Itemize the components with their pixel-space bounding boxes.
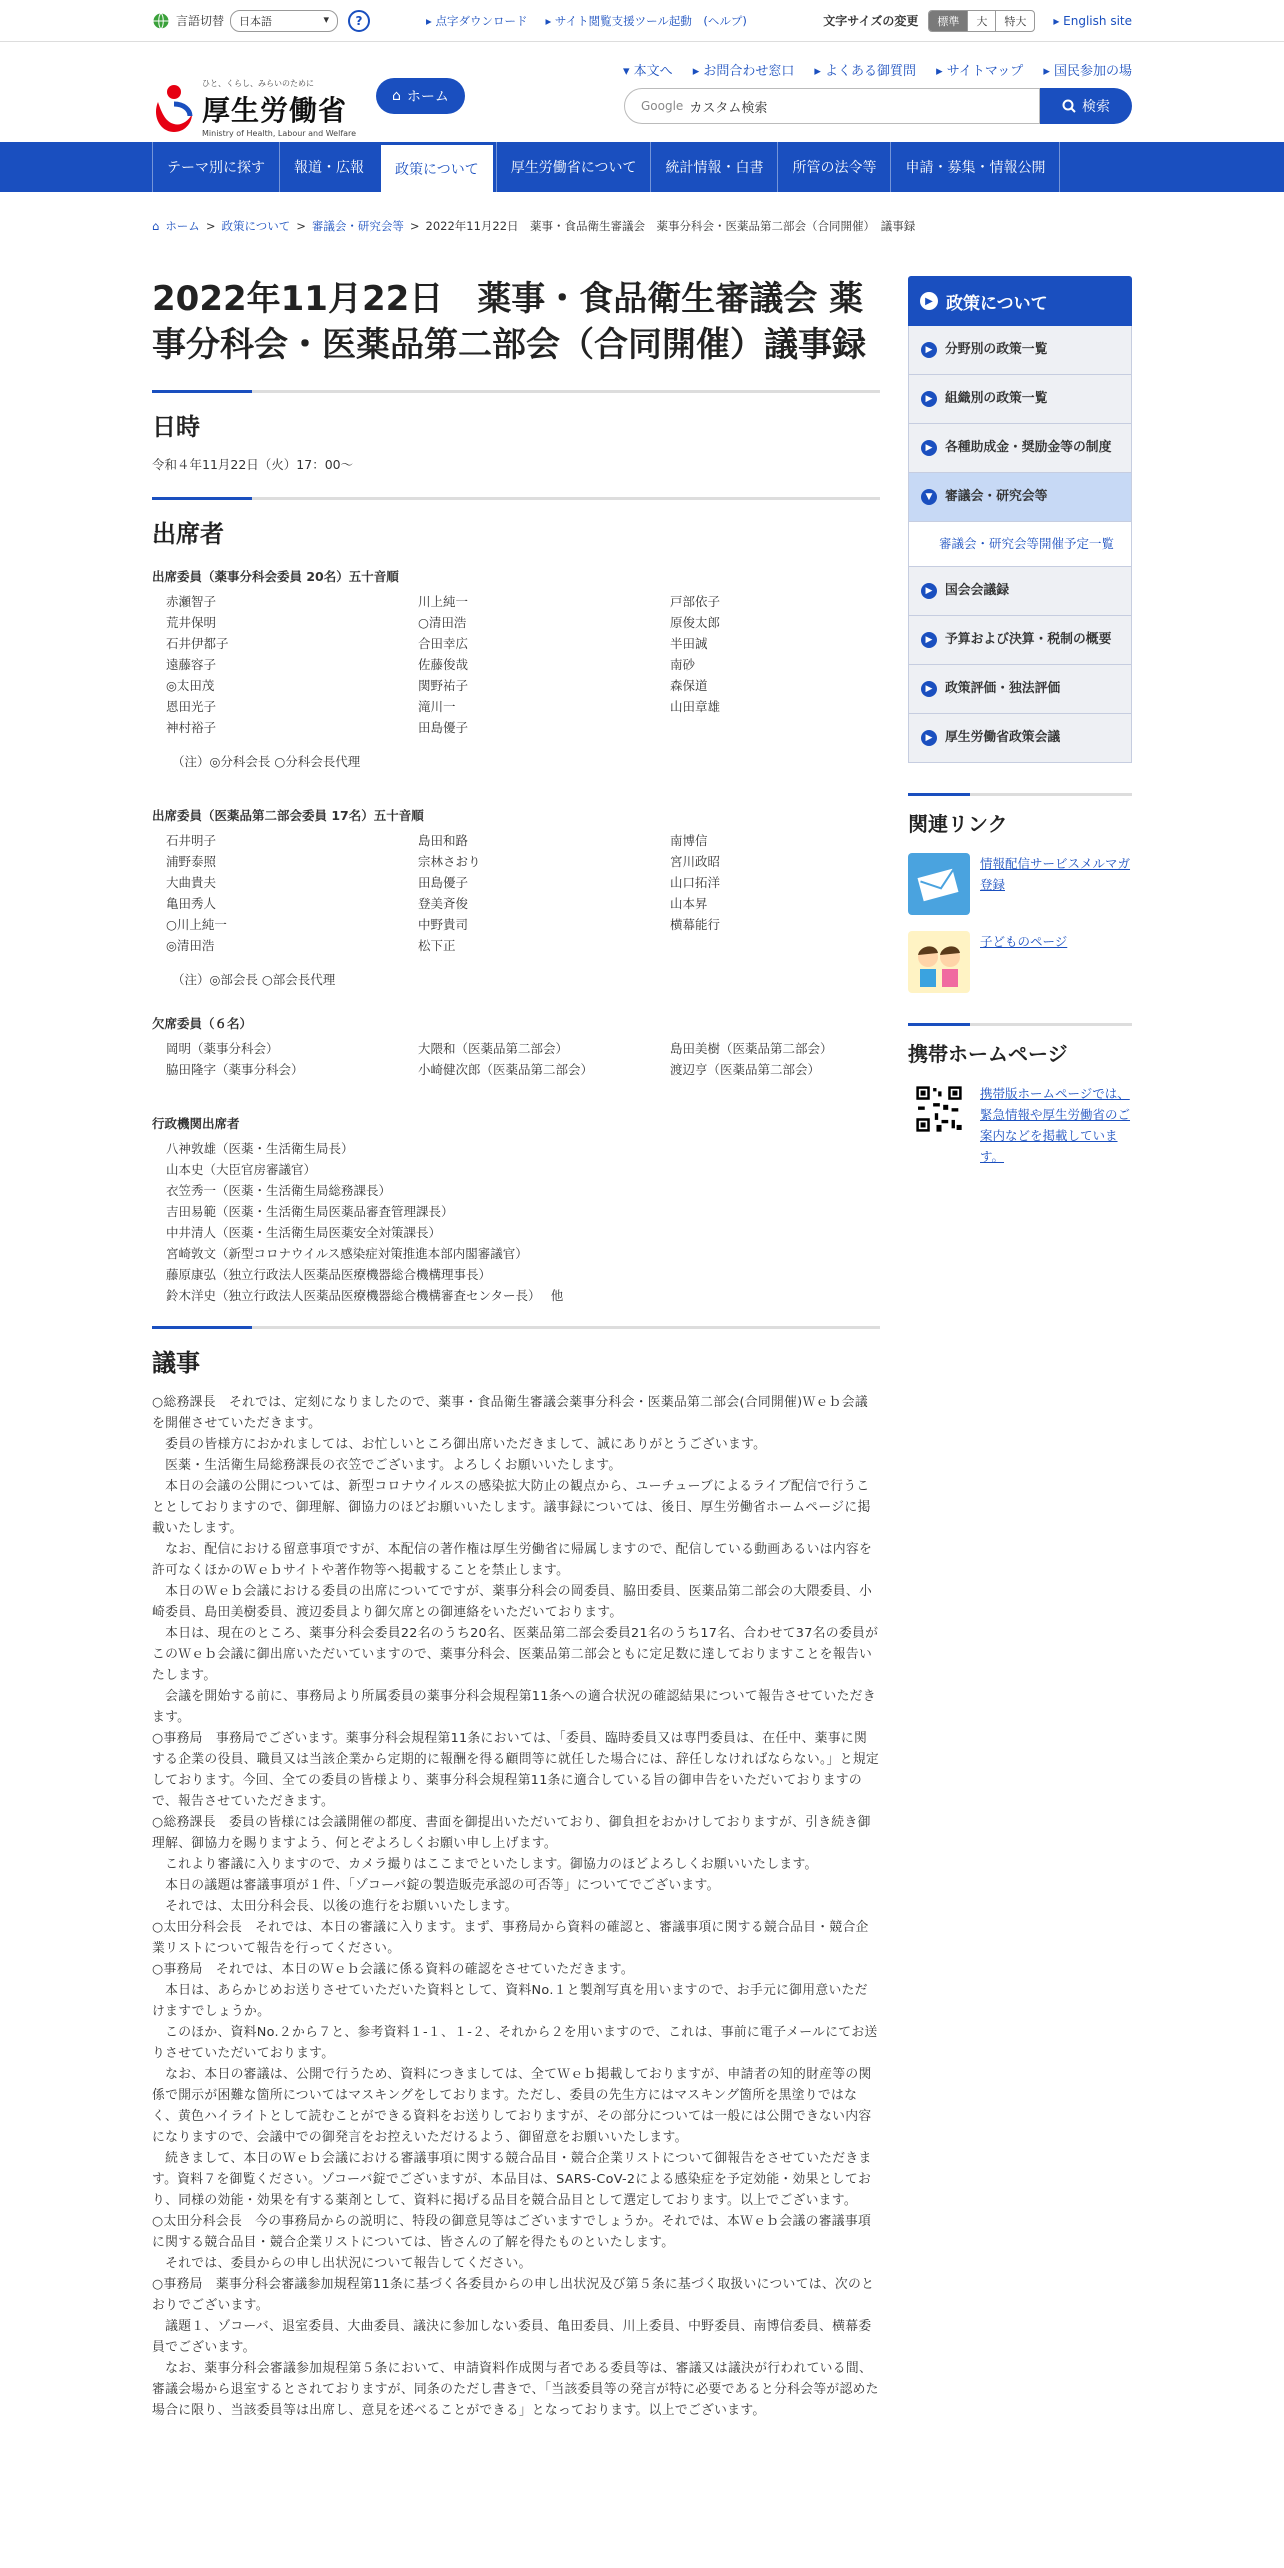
mhlw-logo-icon [152, 82, 196, 134]
attendee-name: 神村裕子 [166, 720, 217, 735]
attendee-name: 関野祐子 [418, 678, 469, 693]
attendee-name: ○川上純一 [166, 917, 227, 932]
minutes-paragraph: 本日の議題は審議事項が１件、「ゾコーバ錠の製造販売承認の可否等」についてでございます。 [152, 1878, 720, 1893]
search-input[interactable] [624, 88, 1040, 124]
attendee-name: 荒井保明 [166, 615, 217, 630]
utility-bar [0, 0, 1284, 42]
attendee-name: 原俊太郎 [670, 615, 721, 630]
sidebar-subitem-schedule[interactable] [908, 522, 1132, 567]
attendee-name: 佐藤俊哉 [418, 657, 469, 672]
font-size-xlarge-button[interactable]: 特大 [1004, 14, 1027, 28]
attendee-name: 山口拓洋 [670, 875, 721, 890]
attendee-name: 宗林さおり [418, 854, 481, 869]
home-icon: ⌂ [152, 219, 160, 233]
minutes-paragraph: ○太田分科会長 それでは、本日の審議に入ります。まず、事務局から資料の確認と、審議事項に関する競合品目・競合企業リストについて報告を行ってください。 [152, 1920, 869, 1956]
attendees-pharma-title: 出席委員（薬事分科会委員 20名）五十音順 [152, 569, 399, 584]
chevron-right-icon: ▶ [920, 292, 938, 310]
global-nav [0, 142, 1284, 192]
attendee-name: ◎清田浩 [166, 938, 215, 953]
minutes-paragraph: 続きまして、本日のＷｅｂ会議における審議事項に関する競合品目・競合企業リストについて御報告をさせていただきます。資料７を御覧ください。ゾコーバ錠でございますが、本品目は、SARS-CoV-2による感染症を予定効能・効果としており、同様の効能・効果を有する薬剤として、資料に掲げる品目を競合品目として選定しております。以上でございます。 [152, 2151, 872, 2208]
logo-english: Ministry of Health, Labour and Welfare [202, 129, 357, 138]
attendees-drug2-note: （注）◎部会長 ○部会長代理 [172, 972, 336, 987]
site-header [0, 42, 1284, 142]
mailmag-link[interactable]: 情報配信サービスメルマガ登録 [980, 856, 1131, 892]
attendee-name: 恩田光子 [166, 699, 217, 714]
attendee-name: 遠藤容子 [166, 657, 217, 672]
attendees-section [152, 497, 880, 1306]
attendee-name: ◎太田茂 [166, 678, 215, 693]
absent-member: 岡明（薬事分科会） [166, 1041, 279, 1056]
related-item-kids [908, 931, 1132, 993]
braille-download-link[interactable]: ▸ 点字ダウンロード [426, 13, 528, 28]
attendees-heading: 出席者 [152, 520, 224, 548]
absent-member: 小崎健次郎（医薬品第二部会） [418, 1062, 594, 1077]
mail-icon [908, 853, 970, 915]
search-button[interactable] [1040, 88, 1132, 124]
minutes-paragraph: なお、本日の審議は、公開で行うため、資料につきましては、全てＷｅｂ掲載しておりますが、申請者の知的財産等の関係で開示が困難な箇所についてはマスキングをしております。ただし、委員の先生方にはマスキング箇所を黒塗りではなく、黄色ハイライトとして読むことができる資料をお送りしておりますが、その部分については一般には公開できない内容になりますので、会議中での御発言をお控えいただけるよう、御留意をお願いいたします。 [152, 2067, 872, 2145]
font-size-large-button[interactable]: 大 [968, 11, 996, 31]
chevron-down-icon: ▼ [921, 489, 937, 505]
minutes-paragraph: ○総務課長 委員の皆様には会議開催の都度、書面を御提出いただいており、御負担をおかけしておりますが、引き続き御理解、御協力を賜りますよう、何とぞよろしくお願い申し上げます。 [152, 1815, 871, 1851]
admin-attendee: 八神敦雄（医薬・生活衛生局長） [166, 1141, 354, 1156]
mobile-item [908, 1083, 1132, 1167]
datetime-section [152, 390, 880, 475]
attendee-name [670, 717, 894, 738]
admin-attendee: 藤原康弘（独立行政法人医薬品医療機器総合機構理事長） [166, 1267, 492, 1282]
nav-theme[interactable]: テーマ別に探す [152, 142, 279, 192]
attendee-name: 田島優子 [418, 875, 469, 890]
google-label: Google [641, 99, 684, 113]
help-icon[interactable]: ? [348, 10, 370, 32]
admin-list [152, 1138, 880, 1306]
nav-policy[interactable]: 政策について [378, 142, 496, 192]
minutes-paragraph: 議題１、ゾコーバ、退室委員、大曲委員、議決に参加しない委員、亀田委員、川上委員、中野委員、南博信委員、横幕委員でございます。 [152, 2319, 872, 2355]
related-links [908, 793, 1132, 993]
attendees-pharma-note: （注）◎分科会長 ○分科会長代理 [172, 754, 361, 769]
home-button[interactable] [376, 78, 465, 114]
language-value: 日本語 [239, 14, 273, 28]
header-links [623, 60, 1132, 79]
minutes-paragraph: 医薬・生活衛生局総務課長の衣笠でございます。よろしくお願いいたします。 [152, 1458, 622, 1473]
qr-code-icon [913, 1083, 965, 1135]
kids-page-link[interactable]: 子どものページ [980, 934, 1068, 949]
chevron-right-icon: ▶ [921, 391, 937, 407]
absent-title: 欠席委員（６名） [152, 1016, 253, 1031]
breadcrumb: ⌂ ホーム > 政策について > 審議会・研究会等 > 2022年11月22日 薬事・食品衛生審議会 薬事分科会・医薬品第二部会（合同開催） 議事録 [152, 219, 916, 233]
minutes-heading: 議事 [152, 1349, 200, 1377]
font-size-label: 文字サイズの変更 [823, 14, 919, 28]
chevron-right-icon: ▶ [921, 681, 937, 697]
minutes-paragraph: 本日は、あらかじめお送りさせていただいた資料として、資料No.１と製剤写真を用いますので、お手元に御用意いただけますでしょうか。 [152, 1983, 868, 2019]
english-site-link[interactable]: ▸ English site [1053, 13, 1132, 28]
attendees-drug2-list [152, 830, 880, 956]
minutes-paragraph: ○事務局 それでは、本日のＷｅｂ会議に係る資料の確認をさせていただきます。 [152, 1962, 634, 1977]
kids-icon [908, 931, 970, 993]
admin-title: 行政機関出席者 [152, 1116, 240, 1131]
minutes-paragraph: ○総務課長 それでは、定刻になりましたので、薬事・食品衛生審議会薬事分科会・医薬品第二部会(合同開催)Ｗｅｂ会議を開催させていただきます。 [152, 1395, 868, 1431]
page-title: 2022年11月22日 薬事・食品衛生審議会 薬事分科会・医薬品第二部会（合同開催）議事録 [152, 279, 866, 365]
absent-list [152, 1038, 880, 1080]
minutes-paragraph: ○太田分科会長 今の事務局からの説明に、特段の御意見等はございますでしょうか。それでは、本Ｗｅｂ会議の審議事項に関する競合品目・競合企業リストについては、皆さんの了解を得たものといたします。 [152, 2214, 872, 2250]
language-switch [152, 10, 338, 32]
attendee-name: 戸部依子 [670, 594, 721, 609]
globe-icon [152, 12, 170, 30]
breadcrumb-home[interactable]: ホーム [165, 219, 200, 233]
sidebar-item-evaluation[interactable]: ▶ 政策評価・独法評価 [908, 665, 1132, 714]
minutes-paragraph: ○事務局 薬事分科会審議参加規程第11条に基づく各委員からの申し出状況及び第５条に基づく取扱いについては、次のとおりでございます。 [152, 2277, 875, 2313]
font-size-control [823, 10, 1132, 32]
related-item-mailmag [908, 853, 1132, 915]
admin-attendee: 山本史（大臣官房審議官） [166, 1162, 317, 1177]
attendee-name: 山田章雄 [670, 699, 721, 714]
accessibility-tool-link[interactable]: ▸ サイト閲覧支援ツール起動 (ヘルプ) [545, 13, 747, 28]
mobile-link[interactable]: 携帯版ホームページでは、緊急情報や厚生労働省のご案内などを掲載しています。 [980, 1086, 1131, 1164]
related-links-heading: 関連リンク [908, 812, 1008, 836]
attendee-name: 山本昇 [670, 896, 708, 911]
absent-member: 大隈和（医薬品第二部会） [418, 1041, 569, 1056]
chevron-right-icon: ▶ [921, 632, 937, 648]
minutes-paragraph: ○事務局 事務局でございます。薬事分科会規程第11条においては、「委員、臨時委員又は専門委員は、在任中、薬事に関する企業の役員、職員又は当該企業から定期的に報酬を得る顧問等に就任した場合には、辞任しなければならない。」と規定しております。今回、全ての委員の皆様より、薬事分科会規程第11条に適合している旨の御申告をいただいておりますので、報告させていただきます。 [152, 1731, 880, 1809]
skip-to-content-link[interactable]: ▾ 本文へ [623, 64, 673, 79]
minutes-paragraph: 本日の会議の公開については、新型コロナウイルスの感染拡大防止の観点から、ユーチューブによるライブ配信で行うこととしておりますので、御理解、御協力のほどお願いいたします。議事録については、後日、厚生労働省ホームページに掲載いたします。 [152, 1479, 871, 1536]
attendee-name: 亀田秀人 [166, 896, 217, 911]
nav-press[interactable]: 報道・広報 [279, 142, 378, 192]
admin-attendee: 宮崎敦文（新型コロナウイルス感染症対策推進本部内閣審議官） [166, 1246, 528, 1261]
attendee-name: 半田誠 [670, 636, 708, 651]
home-icon: ⌂ [392, 88, 401, 104]
participation-link[interactable]: ▸ 国民参加の場 [1043, 64, 1132, 79]
mobile-section [908, 1023, 1132, 1167]
attendee-name: 横幕能行 [670, 917, 721, 932]
language-label: 言語切替 [176, 14, 225, 28]
sidebar [908, 276, 1132, 1167]
search-placeholder: カスタム検索 [689, 100, 768, 116]
datetime-value: 令和４年11月22日（火）17：00～ [152, 457, 354, 472]
breadcrumb-councils[interactable]: 審議会・研究会等 [311, 219, 404, 233]
breadcrumb-current: 2022年11月22日 薬事・食品衛生審議会 薬事分科会・医薬品第二部会（合同開催） 議事録 [425, 219, 916, 233]
minutes-paragraph: それでは、委員からの申し出状況について報告してください。 [152, 2256, 532, 2271]
faq-link[interactable]: ▸ よくある御質問 [814, 64, 917, 79]
site-logo[interactable] [152, 78, 356, 138]
minutes-paragraph: それでは、太田分科会長、以後の進行をお願いいたします。 [152, 1899, 518, 1914]
chevron-right-icon: ▶ [921, 440, 937, 456]
nav-applications[interactable]: 申請・募集・情報公開 [890, 142, 1060, 192]
sidebar-subitem-link[interactable]: 審議会・研究会等開催予定一覧 [939, 536, 1115, 551]
mobile-heading: 携帯ホームページ [908, 1042, 1068, 1066]
minutes-paragraph: 本日のＷｅｂ会議における委員の出席についてですが、薬事分科会の岡委員、脇田委員、医薬品第二部会の大隈委員、小崎委員、島田美樹委員、渡辺委員より御欠席との御連絡をいただいております。 [152, 1584, 873, 1620]
search-icon [1062, 99, 1076, 113]
admin-attendee: 中井清人（医薬・生活衛生局医薬安全対策課長） [166, 1225, 442, 1240]
font-size-standard-button[interactable]: 標準 [929, 11, 968, 31]
sidebar-header[interactable] [908, 276, 1132, 326]
attendee-name: 合田幸広 [418, 636, 469, 651]
attendee-name: 登美斉俊 [418, 896, 469, 911]
attendee-name [670, 935, 894, 956]
contact-link[interactable]: ▸ お問合わせ窓口 [692, 64, 795, 79]
nav-laws[interactable]: 所管の法令等 [777, 142, 890, 192]
minutes-section [152, 1326, 880, 2421]
attendee-name: 川上純一 [418, 594, 469, 609]
breadcrumb-policy[interactable]: 政策について [221, 219, 291, 233]
attendee-name: 南砂 [670, 657, 696, 672]
minutes-paragraph: 委員の皆様方におかれましては、お忙しいところ御出席いただきまして、誠にありがとうございます。 [152, 1437, 767, 1452]
absent-member: 渡辺亨（医薬品第二部会） [670, 1062, 821, 1077]
search-form [624, 88, 1132, 124]
attendee-name: 森保道 [670, 678, 708, 693]
sidebar-item-policy-council[interactable]: ▶ 厚生労働省政策会議 [908, 714, 1132, 763]
sidebar-item-by-field[interactable]: ▶ 分野別の政策一覧 [908, 326, 1132, 375]
minutes-paragraph: これより審議に入りますので、カメラ撮りはここまでといたします。御協力のほどよろしくお願いいたします。 [152, 1857, 818, 1872]
nav-about[interactable]: 厚生労働省について [496, 142, 651, 192]
home-label: ホーム [406, 89, 449, 105]
attendee-name: 中野貴司 [418, 917, 469, 932]
minutes-paragraph: なお、薬事分科会審議参加規程第５条において、申請資料作成関与者である委員等は、審議又は議決が行われている間、審議会場から退室するとされておりますが、同条のただし書きで、「当該委員等の発言が特に必要であると分科会等が認めた場合に限り、当該委員等は出席し、意見を述べることができる」となっております。以上でございます。 [152, 2361, 879, 2418]
chevron-down-icon: ▾ [323, 12, 330, 26]
attendee-name: ○清田浩 [418, 615, 467, 630]
minutes-paragraph: 本日は、現在のところ、薬事分科会委員22名のうち20名、医薬品第二部会委員21名のうち17名、合わせて37名の委員がこのＷｅｂ会議に御出席いただいていますので、薬事分科会、医薬品第二部会ともに定足数に達しておりますことを報告いたします。 [152, 1626, 879, 1683]
attendee-name: 松下正 [418, 938, 456, 953]
search-button-label: 検索 [1082, 99, 1110, 115]
sidebar-item-by-org[interactable]: ▶ 組織別の政策一覧 [908, 375, 1132, 424]
datetime-heading: 日時 [152, 413, 200, 441]
minutes-body [152, 1392, 880, 2421]
attendee-name: 田島優子 [418, 720, 469, 735]
sidebar-item-budget[interactable]: ▶ 予算および決算・税制の概要 [908, 616, 1132, 665]
logo-tagline: ひと、くらし、みらいのために [202, 79, 314, 88]
logo-title: 厚生労働省 [202, 94, 348, 127]
minutes-paragraph: なお、配信における留意事項ですが、本配信の著作権は厚生労働省に帰属しますので、配信している動画あるいは内容を許可なくほかのＷｅｂサイトや著作物等へ掲載することを禁止します。 [152, 1542, 873, 1578]
attendee-name: 宮川政昭 [670, 854, 721, 869]
sidebar-item-diet-records[interactable]: ▶ 国会会議録 [908, 567, 1132, 616]
attendee-name: 赤瀬智子 [166, 594, 217, 609]
sidebar-header-label: 政策について [946, 293, 1048, 314]
main-content [152, 276, 880, 2421]
attendee-name: 島田和路 [418, 833, 469, 848]
sidebar-item-councils[interactable]: ▼ 審議会・研究会等 [908, 473, 1132, 522]
absent-member: 脇田隆字（薬事分科会） [166, 1062, 304, 1077]
attendee-name: 滝川一 [418, 699, 456, 714]
attendee-name: 大曲貴夫 [166, 875, 217, 890]
admin-attendee: 衣笠秀一（医薬・生活衛生局総務課長） [166, 1183, 392, 1198]
chevron-right-icon: ▶ [921, 730, 937, 746]
admin-attendee: 鈴木洋史（独立行政法人医薬品医療機器総合機構審査センター長） 他 [166, 1288, 564, 1303]
minutes-paragraph: このほか、資料No.２から７と、参考資料１-１、１-２、それから２を用いますので、これは、事前に電子メールにてお送りさせていただいております。 [152, 2025, 878, 2061]
sitemap-link[interactable]: ▸ サイトマップ [936, 64, 1024, 79]
attendee-name: 南博信 [670, 833, 708, 848]
attendee-name: 浦野泰照 [166, 854, 217, 869]
attendees-drug2-title: 出席委員（医薬品第二部会委員 17名）五十音順 [152, 808, 424, 823]
language-select[interactable] [230, 10, 338, 32]
sidebar-item-subsidies[interactable]: ▶ 各種助成金・奨励金等の制度 [908, 424, 1132, 473]
chevron-right-icon: ▶ [921, 342, 937, 358]
attendee-name: 石井伊都子 [166, 636, 229, 651]
nav-statistics[interactable]: 統計情報・白書 [650, 142, 777, 192]
minutes-paragraph: 会議を開始する前に、事務局より所属委員の薬事分科会規程第11条への適合状況の確認結果について報告させていただきます。 [152, 1689, 876, 1725]
chevron-right-icon: ▶ [921, 583, 937, 599]
attendee-name: 石井明子 [166, 833, 217, 848]
absent-member: 島田美樹（医薬品第二部会） [670, 1041, 833, 1056]
attendees-pharma-list [152, 591, 880, 738]
admin-attendee: 吉田易範（医薬・生活衛生局医薬品審査管理課長） [166, 1204, 454, 1219]
